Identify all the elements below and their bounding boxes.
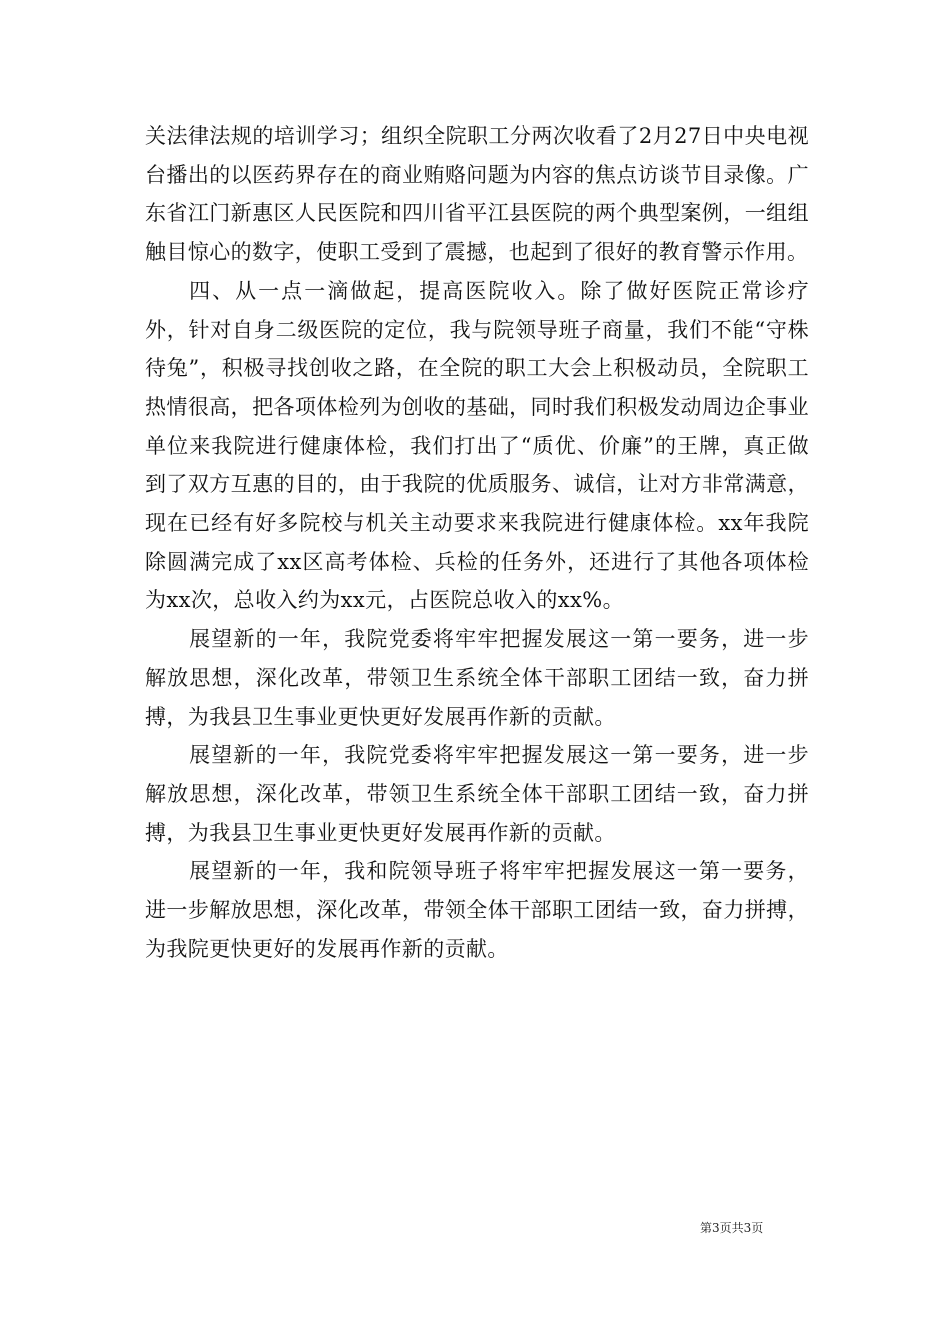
paragraph-outlook-3: 展望新的一年，我和院领导班子将牢牢把握发展这一第一要务，进一步解放思想，深化改革，带领全体干部职工团结一致，奋力拼搏，为我院更快更好的发展再作新的贡献。 xyxy=(145,859,809,961)
paragraph-increase-income: 四、从一点一滴做起，提高医院收入。除了做好医院正常诊疗外，针对自身二级医院的定位，我与院领导班子商量，我们不能“守株待兔”，积极寻找创收之路，在全院的职工大会上积极动员，全院职工热情很高，把各项体检列为创收的基础，同时我们积极发动周边企事业单位来我院进行健康体检，我们打出了“质优、价廉”的王牌，真正做到了双方互惠的目的，由于我院的优质服务、诚信，让对方非常满意，现在已经有好多院校与机关主动要求来我院进行健康体检。xx年我院除圆满完成了xx区高考体检、兵检的任务外，还进行了其他各项体检为xx次，总收入约为xx元，占医院总收入的xx%。 xyxy=(145,278,809,613)
paragraph-continuation: 关法律法规的培训学习；组织全院职工分两次收看了2月27日中央电视台播出的以医药界存在的商业贿赂问题为内容的焦点访谈节目录像。广东省江门新惠区人民医院和四川省平江县医院的两个典型案例，一组组触目惊心的数字，使职工受到了震撼，也起到了很好的教育警示作用。 xyxy=(145,124,809,265)
paragraph-outlook-2: 展望新的一年，我院党委将牢牢把握发展这一第一要务，进一步解放思想，深化改革，带领卫生系统全体干部职工团结一致，奋力拼搏，为我县卫生事业更快更好发展再作新的贡献。 xyxy=(145,743,809,845)
paragraph-outlook-1: 展望新的一年，我院党委将牢牢把握发展这一第一要务，进一步解放思想，深化改革，带领卫生系统全体干部职工团结一致，奋力拼搏，为我县卫生事业更快更好发展再作新的贡献。 xyxy=(145,627,809,729)
document-body xyxy=(145,117,809,968)
page-number-footer: 第3页共3页 xyxy=(700,1221,764,1235)
